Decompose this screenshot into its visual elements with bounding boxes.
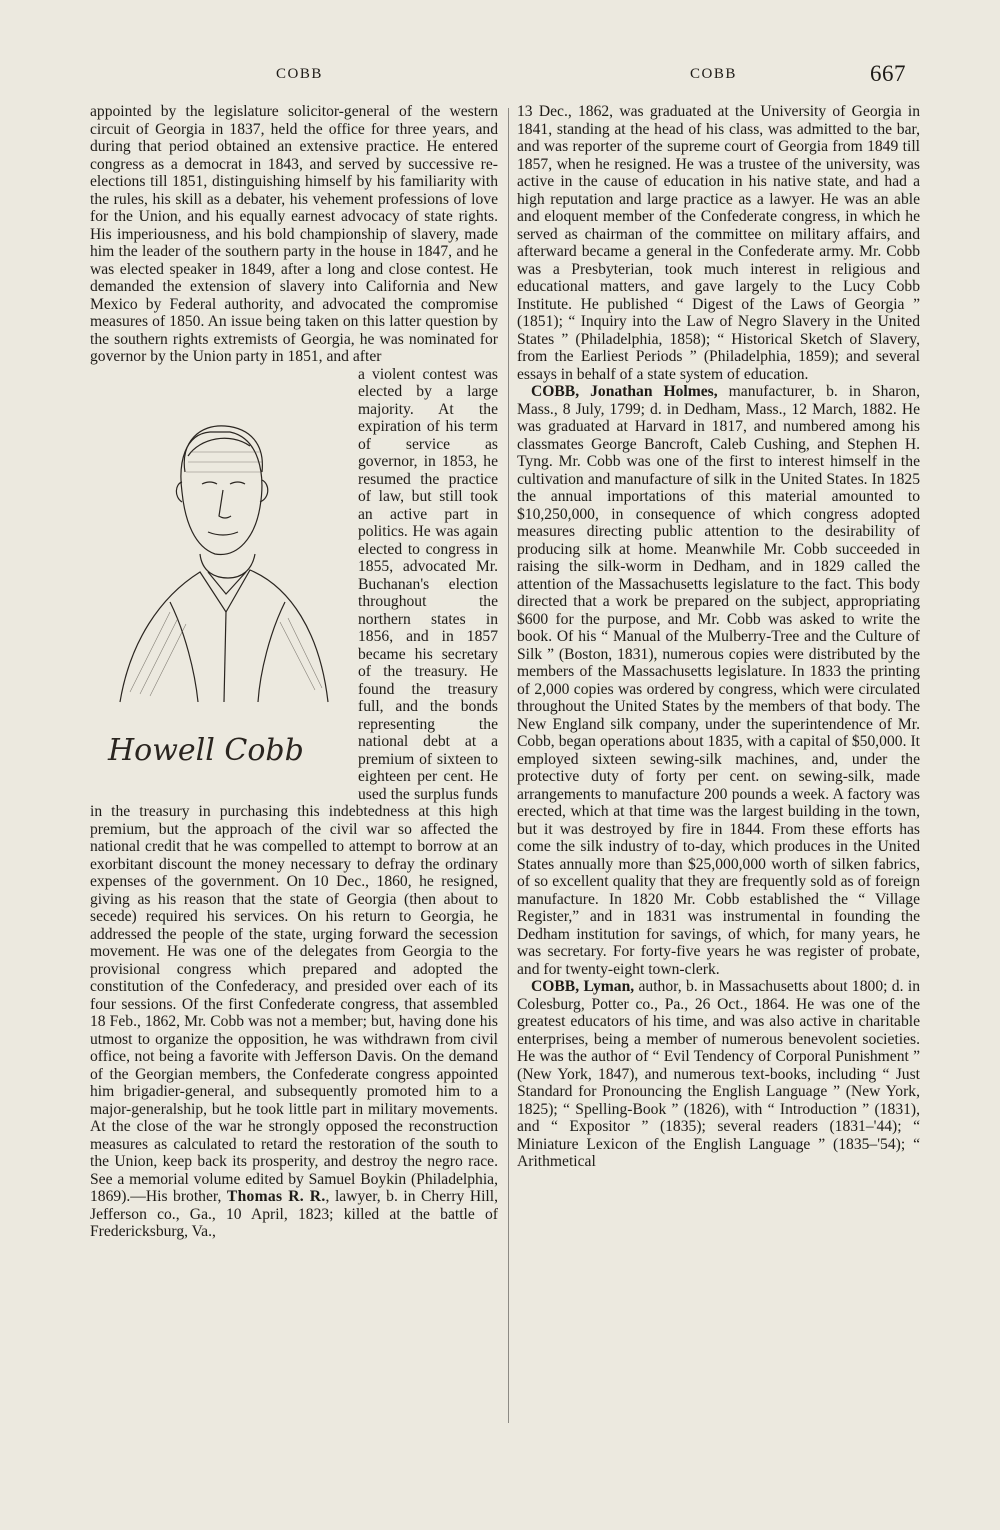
entry-body: author, b. in Massachusetts about 1800; d. in Colesburg, Potter co., Pa., 26 Oct., 1864. He was one of the greatest educators of his time, and was also active in charitable enterprises, being a member of numerous benevolent societies. He was the author of “ Evil Tendency of Corporal Punishment ” (New York, 1847), and numerous text-books, including “ Just Standard for Pronouncing the English Language ” (New York, 1825); “ Spelling-Book ” (1826), with “ Introduction ” (1831), and “ Expositor ” (1835); several readers (1831–'44); “ Miniature Lexicon of the English Language ” (1835–'54); “ Arithmetical [517,978,920,1170]
left-column [90,103,498,1241]
entry-heading: COBB, Jonathan Holmes, [531,383,718,400]
column-divider [508,108,509,1423]
entry-body: manufacturer, b. in Sharon, Mass., 8 July, 1799; d. in Dedham, Mass., 12 March, 1882. He was graduated at Harvard in 1817, and numbered among his classmates George Bancroft, Caleb Cushing, and Stephen H. Tyng. Mr. Cobb was one of the first to interest himself in the cultivation and manufacture of silk in the United States. In 1825 the annual importations of this material amounted to $10,250,000, in consequence of which congress adopted measures directing public attention to the desirability of producing silk at home. Meanwhile Mr. Cobb succeeded in raising the silk-worm in Dedham, and in 1829 called the attention of the Massachusetts legislature to the fact. This body directed that a work be prepared on the subject, appropriating $600 for the purpose, and Mr. Cobb was asked to write the book. Of his “ Manual of the Mulberry-Tree and the Culture of Silk ” (Boston, 1831), numerous copies were distributed by the members of the Massachusetts legislature. In 1833 the printing of 2,000 copies was ordered by congress, which were circulated throughout the United States by the members of that body. The New England silk company, under the superintendence of Mr. Cobb, began operations about 1835, with a capital of $50,000. It employed sixteen sewing-silk machines, and, under the protective duty of forty per cent. on sewing-silk, made arrangements to manufacture 200 pounds a week. A factory was erected, which at that time was the largest building in the town, but it was destroyed by fire in 1844. From these efforts has come the silk industry of to-day, which produces in the United States annually more than $25,000,000 worth of silken fabrics, of so excellent quality that they are frequently sold as of foreign manufacture. In 1820 Mr. Cobb established the “ Village Register,” and in 1831 was instrumental in founding the Dedham institution for savings, of which, for many years, he was secretary. For forty-five years he was register of probate, and for twenty-eight town-clerk. [517,383,920,978]
entry-jonathan-holmes-cobb [517,383,920,978]
entry-heading: COBB, Lyman, [531,978,635,995]
page-number: 667 [870,61,906,86]
running-head-right: COBB [690,66,737,82]
paragraph-text: a violent contest was elected by a large majority. At the expiration of his term of service as governor, in 1853, he resumed the practice of law, but still took an active part in politics. He was again elected to congress in 1855, advocated Mr. Buchanan's election throughout the northern states in 1856, and in 1857 became his secretary of the treasury. He found the treasury full, and the bonds representing the national debt at a premium of sixteen to eighteen per cent. He used the surplus funds in the treasury in purchasing this indebtedness at this high premium, but the approach of the civil war so affected the national credit that he was compelled to attempt to borrow at an exorbitant discount the money necessary to defray the ordinary expenses of the government. On 10 Dec., 1860, he resigned, giving as his reason that the state of Georgia (then about to secede) required his services. On his return to Georgia, he addressed the people of the state, urging forward the secession movement. He was one of the delegates from Georgia to the provisional congress which prepared and adopted the constitution of the Confederacy, and presided over each of its four sessions. Of the first Confederate congress, that assembled 18 Feb., 1862, Mr. Cobb was not a member; but, having done his utmost to organize the opposition, he was withdrawn from civil office, not being a favorite with Jefferson Davis. On the demand of the Georgian members, the Confederate congress appointed him brigadier-general, and subsequently promoted him to a major-generalship, but he took little part in military movements. At the close of the war he strongly opposed the reconstruction measures as calculated to retard the restoration of the south to the Union, keep back its prosperity, and destroy the negro race. See a memorial volume edited by Samuel Boykin (Philadelphia, 1869).—His brother, [90,365,498,1205]
entry-lyman-cobb [517,978,920,1171]
entry-name-thomas: Thomas R. R. [226,1188,326,1205]
paragraph-continuation-right: 13 Dec., 1862, was graduated at the University of Georgia in 1841, standing at the head of his class, was admitted to the bar, and was reporter of the supreme court of Georgia from 1849 till 1857, when he resigned. He was a trustee of the university, was active in the cause of education in his native state, and had a high reputation and large practice as a lawyer. He was an able and eloquent member of the Confederate congress, in which he served as chairman of the committee on military affairs, and afterward became a general in the Confederate army. Mr. Cobb was a Presbyterian, took much interest in religious and educational matters, and gave largely to the Lucy Cobb Institute. He published “ Digest of the Laws of Georgia ” (1851); “ Inquiry into the Law of Negro Slavery in the United States ” (Philadelphia, 1858); “ Historical Sketch of Slavery, from the Earliest Periods ” (Philadelphia, 1859); and several essays in behalf of a state system of education. [517,103,920,383]
portrait-engraving [90,372,348,792]
portrait-figure [90,372,348,792]
right-column [517,103,920,1171]
paragraph-tail: , lawyer, b. in Cherry Hill, Jefferson co., Ga., 10 April, 1823; killed at the battle of Fredericksburg, Va., [90,1188,498,1240]
running-head-left: COBB [276,66,323,82]
signature: Howell Cobb [108,732,304,768]
paragraph-continuation: appointed by the legislature solicitor-general of the western circuit of Georgia in 1837, held the office for three years, and during that period obtained an extensive practice. He entered congress as a democrat in 1843, and served by successive re-elections till 1851, distinguishing himself by his familiarity with the rules, his skill as a debater, his vehement professions of love for the Union, and his equally earnest advocacy of state rights. His imperiousness, and his bold championship of slavery, made him the leader of the southern party in the house in 1847, and he was elected speaker in 1849, after a long and close contest. He demanded the extension of slavery into California and New Mexico by Federal authority, and advocated the compromise measures of 1850. An issue being taken on this latter question by the southern rights extremists of Georgia, he was nominated for governor by the Union party in 1851, and after [90,103,498,365]
